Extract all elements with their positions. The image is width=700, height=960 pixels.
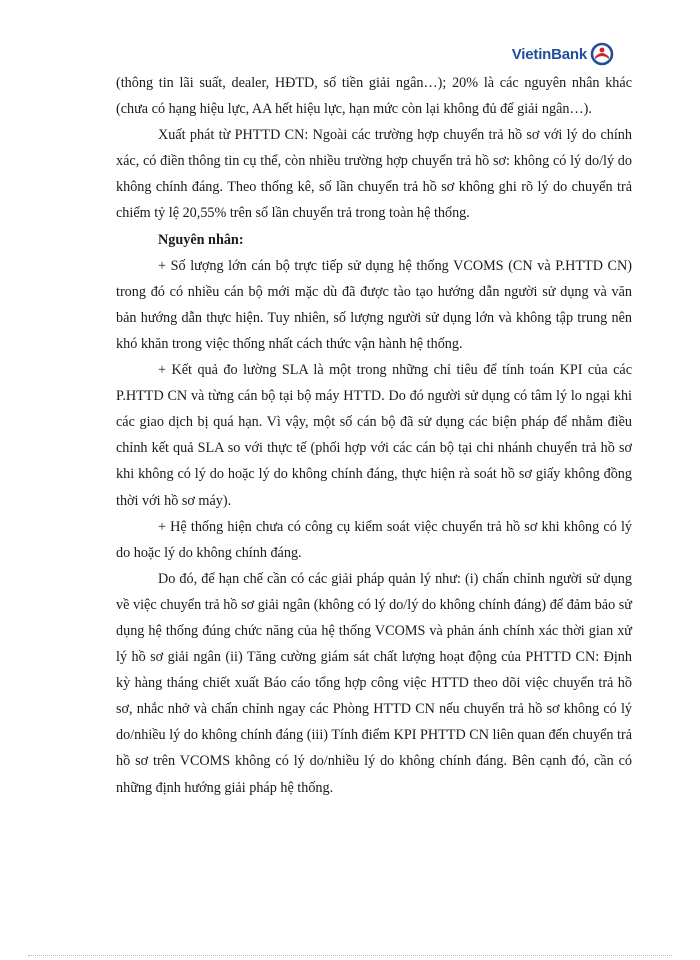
paragraph-cause-users: + Số lượng lớn cán bộ trực tiếp sử dụng hệ thống VCOMS (CN và P.HTTD CN) trong đó có nhiều cán bộ mới mặc dù đã được tào tạo hướng dẫn người sử dụng và văn bản hướng dẫn thực hiện. Tuy nhiên, số lượng người sử dụng lớn và không tập trung nên khó khăn trong việc thống nhất cách thức vận hành hệ thống.: [116, 257, 632, 352]
paragraph-continuation: (thông tin lãi suất, dealer, HĐTD, số tiền giải ngân…); 20% là các nguyên nhân khác (chưa có hạng hiệu lực, AA hết hiệu lực, hạn mức còn lại không đủ để giải ngân…).: [116, 75, 632, 118]
paragraph-cause-no-tool: + Hệ thống hiện chưa có công cụ kiểm soát việc chuyển trả hồ sơ khi không có lý do hoặc lý do không chính đáng.: [116, 518, 632, 561]
page-bottom-divider: [28, 955, 672, 956]
paragraph-phttd-origin: Xuất phát từ PHTTD CN: Ngoài các trường hợp chuyển trả hồ sơ với lý do chính xác, có điền thông tin cụ thể, còn nhiều trường hợp chuyển trả hồ sơ: không có lý do/lý do không chính đáng. Theo thống kê, số lần chuyển trả hồ sơ không ghi rõ lý do chuyển trả chiếm tỷ lệ 20,55% trên số lần chuyển trả trong toàn hệ thống.: [116, 127, 632, 222]
document-body: [116, 70, 632, 801]
paragraph-cause-sla: + Kết quả đo lường SLA là một trong những chỉ tiêu để tính toán KPI của các P.HTTD CN và từng cán bộ tại bộ máy HTTD. Do đó người sử dụng có tâm lý lo ngại khi các giao dịch bị quá hạn. Vì vậy, một số cán bộ đã sử dụng các biện pháp để nhằm điều chỉnh kết quả SLA so với thực tế (phối hợp với các cán bộ tại chi nhánh chuyển trả hồ sơ khi không có lý do hoặc lý do không chính đáng, thực hiện rà soát hồ sơ giấy không đồng thời với hồ sơ máy).: [116, 362, 632, 509]
logo-text: VietinBank: [511, 45, 587, 63]
section-heading-causes: Nguyên nhân:: [158, 231, 244, 248]
paragraph-solutions: Do đó, để hạn chế cần có các giải pháp quản lý như: (i) chấn chỉnh người sử dụng về việc chuyển trả hồ sơ giải ngân (không có lý do/lý do không chính đáng) để đảm bảo sử dụng hệ thống đúng chức năng của hệ thống VCOMS và phản ánh chính xác thời gian xử lý hồ sơ giải ngân (ii) Tăng cường giám sát chất lượng hoạt động của PHTTD CN: Định kỳ hàng tháng chiết xuất Báo cáo tổng hợp công việc HTTD theo dõi việc chuyển trả hồ sơ, nhắc nhở và chấn chỉnh ngay các Phòng HTTD CN nếu chuyển trả hồ sơ không có lý do/nhiều lý do không chính đáng (iii) Tính điểm KPI PHTTD CN liên quan đến chuyển trả hồ sơ trên VCOMS không có lý do/nhiều lý do không chính đáng. Bên cạnh đó, cần có những định hướng giải pháp hệ thống.: [116, 570, 632, 796]
vietinbank-logo: [512, 42, 614, 66]
vietinbank-logo-icon: [590, 42, 614, 66]
